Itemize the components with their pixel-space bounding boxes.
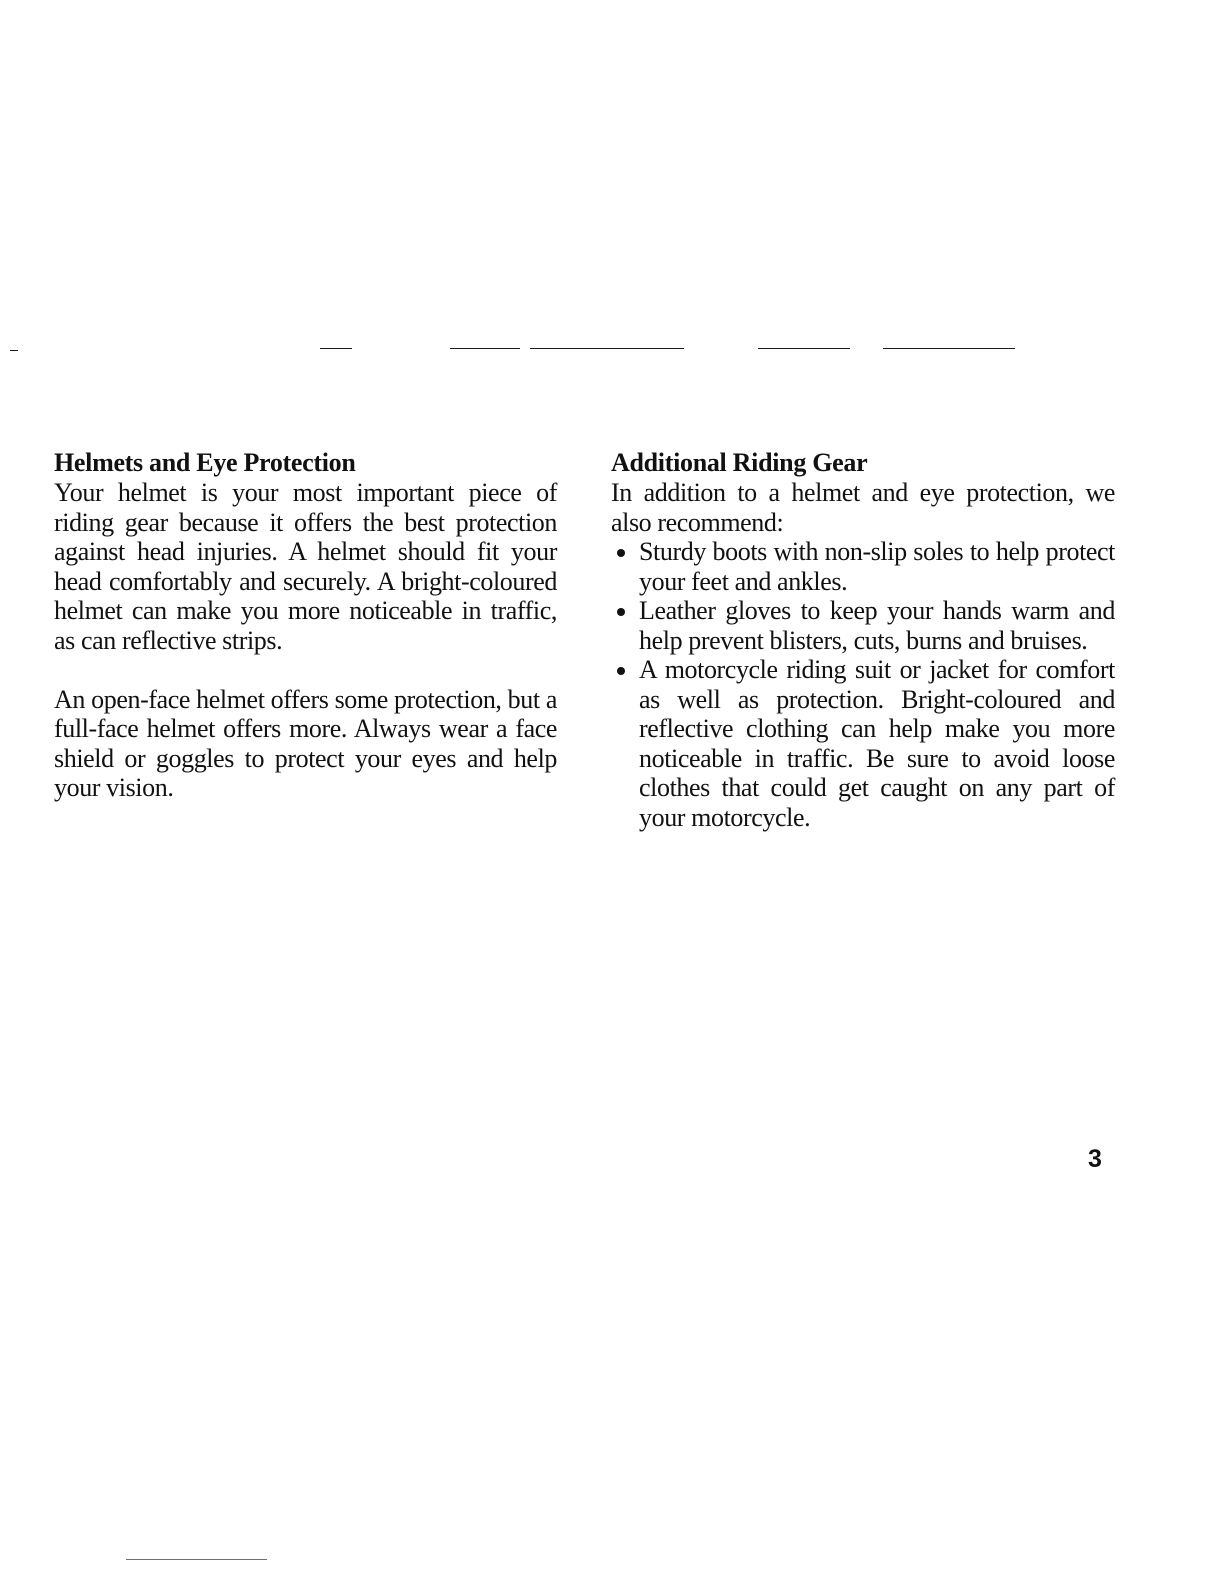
riding-gear-section	[611, 448, 1115, 832]
helmets-paragraph-2: An open-face helmet offers some protection, but a full-face helmet offers more. Always wear a face shield or goggles to protect your eyes and help your vision.	[54, 684, 557, 802]
top-rule-3	[450, 348, 520, 349]
top-rule-6	[883, 348, 1015, 349]
riding-gear-intro: In addition to a helmet and eye protection, we also recommend:	[611, 478, 1115, 537]
list-item	[611, 596, 1115, 655]
list-item-text: A motorcycle riding suit or jacket for comfort as well as protection. Bright-coloured and reflective clothing can help make you more noticeable in traffic. Be sure to avoid loose clothes that could get caught on any part of your motorcycle.	[639, 655, 1115, 832]
helmets-paragraph-1: Your helmet is your most important piece of riding gear because it offers the best protection against head injuries. A helmet should fit your head comfortably and securely. A bright-coloured helmet can make you more noticeable in traffic, as can reflective strips.	[54, 478, 557, 655]
riding-gear-heading: Additional Riding Gear	[611, 448, 868, 477]
top-rule-2	[320, 348, 352, 349]
riding-gear-list	[611, 537, 1115, 832]
list-item	[611, 655, 1115, 832]
bullet-icon	[617, 549, 625, 557]
top-rule-5	[758, 348, 850, 349]
top-rule-4	[530, 348, 684, 349]
list-item-text: Leather gloves to keep your hands warm and help prevent blisters, cuts, burns and bruises.	[639, 596, 1115, 655]
list-item	[611, 537, 1115, 596]
page-number: 3	[1088, 1145, 1102, 1173]
helmets-section	[54, 448, 557, 803]
top-rule-1	[10, 350, 18, 351]
list-item-text: Sturdy boots with non-slip soles to help protect your feet and ankles.	[639, 537, 1115, 596]
bullet-icon	[617, 667, 625, 675]
bottom-rule	[126, 1559, 267, 1560]
helmets-heading: Helmets and Eye Protection	[54, 448, 356, 477]
bullet-icon	[617, 608, 625, 616]
